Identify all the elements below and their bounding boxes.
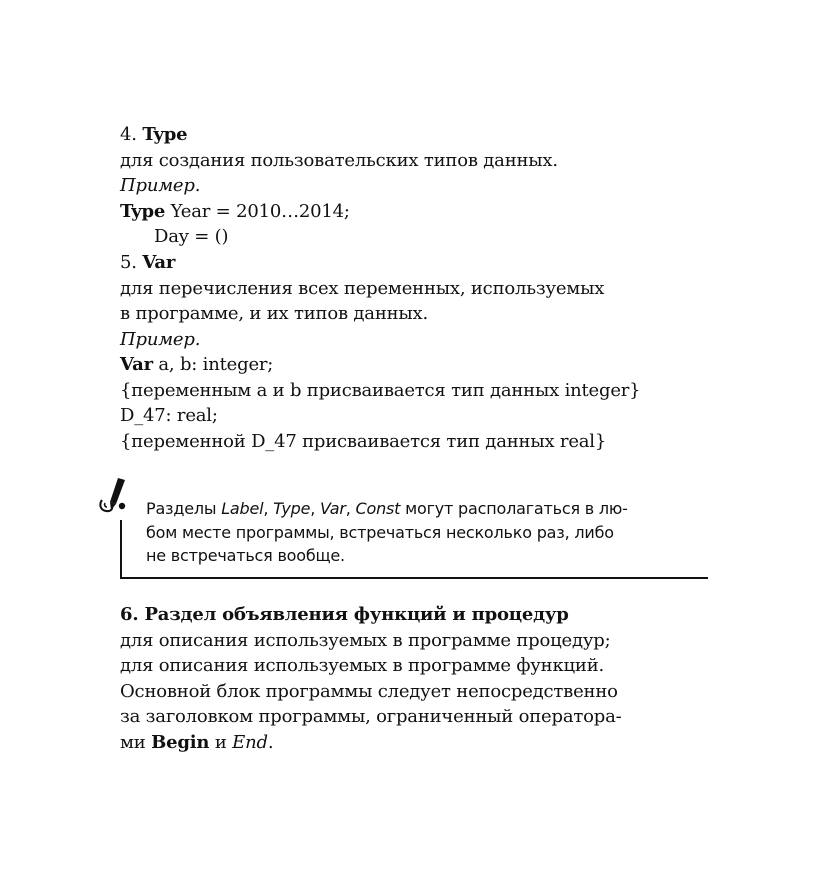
note-text: Разделы Label, Type, Var, Const могут располагаться в лю- бом месте программы, встречаться несколько раз, либо не встречаться вообще. [146,499,628,565]
paragraph-line: для описания используемых в программе процедур; [120,629,611,651]
begin-keyword: Begin [151,731,210,753]
section-type-heading: 4. Type [120,124,188,145]
section-type [120,122,720,250]
paragraph-line: за заголовком программы, ограниченный оператора- [120,706,622,727]
paragraph-line: ми Begin и End. [120,731,274,753]
code-line: D_47: real; [120,405,218,426]
code-comment: {переменным a и b присваивается тип данных integer} [120,379,641,401]
example-label: Пример. [120,175,201,196]
paragraph-line: для описания используемых в программе функций. [120,655,605,676]
section-functions-heading: 6. Раздел объявления функций и процедур [120,604,569,625]
code-line: Day = () [154,226,229,247]
section-var-description: в программе, и их типов данных. [120,303,429,324]
pencil-exclamation-icon [96,474,136,520]
section-var-heading: 5. Var [120,252,176,273]
example-label: Пример. [120,328,201,350]
type-keyword: Type [142,124,188,145]
code-line: Var a, b: integer; [120,354,274,375]
code-line: Type Year = 2010…2014; [120,200,350,222]
section-var-description: для перечисления всех переменных, используемых [120,277,605,299]
code-comment: {переменной D_47 присваивается тип данных real} [120,430,607,452]
section-functions [120,602,720,755]
paragraph-line: Основной блок программы следует непосредственно [120,680,618,702]
section-var [120,250,720,454]
note-box [120,497,708,579]
section-type-description: для создания пользовательских типов данных. [120,149,558,171]
end-keyword: End [232,731,268,753]
var-keyword: Var [142,252,176,273]
